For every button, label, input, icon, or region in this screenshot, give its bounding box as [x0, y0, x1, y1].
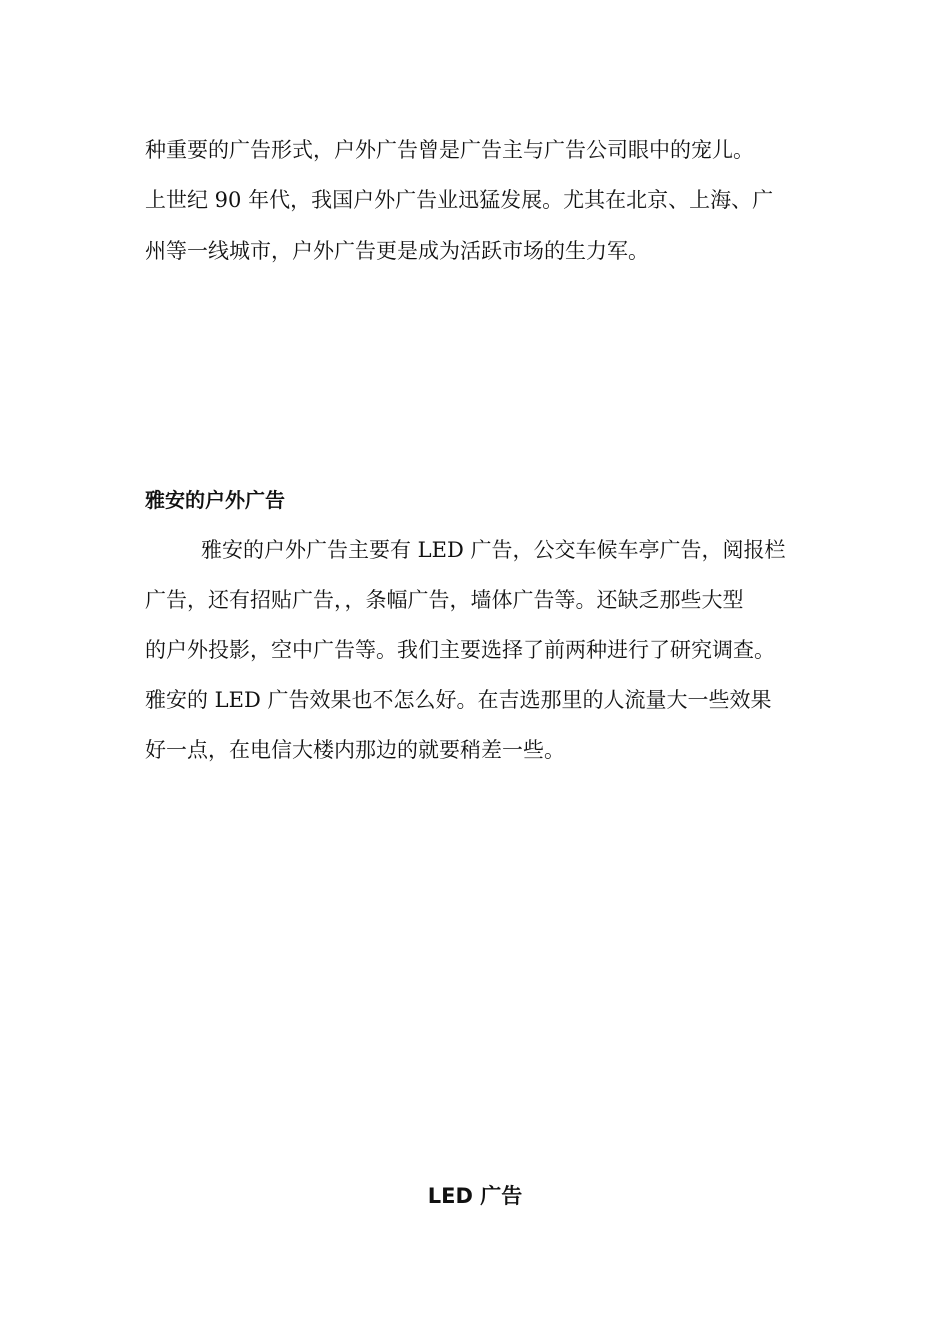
yaan-line-5: 好一点，在电信大楼内那边的就要稍差一些。: [145, 738, 565, 762]
intro-line-1: 种重要的广告形式，户外广告曾是广告主与广告公司眼中的宠儿。: [145, 138, 754, 162]
intro-line-2: 上世纪 90 年代，我国户外广告业迅猛发展。尤其在北京、上海、广: [145, 188, 774, 212]
intro-line-3: 州等一线城市，户外广告更是成为活跃市场的生力军。: [145, 239, 649, 263]
yaan-line-1: 雅安的户外广告主要有 LED 广告，公交车候车亭广告，阅报栏: [201, 538, 786, 562]
section-heading-yaan: 雅安的户外广告: [145, 488, 285, 512]
yaan-line-2: 广告，还有招贴广告，，条幅广告，墙体广告等。还缺乏那些大型: [145, 588, 744, 612]
yaan-line-3: 的户外投影，空中广告等。我们主要选择了前两种进行了研究调查。: [145, 638, 775, 662]
yaan-line-4: 雅安的 LED 广告效果也不怎么好。在吉选那里的人流量大一些效果: [145, 688, 772, 712]
section-heading-led: LED 广告: [427, 1184, 523, 1208]
